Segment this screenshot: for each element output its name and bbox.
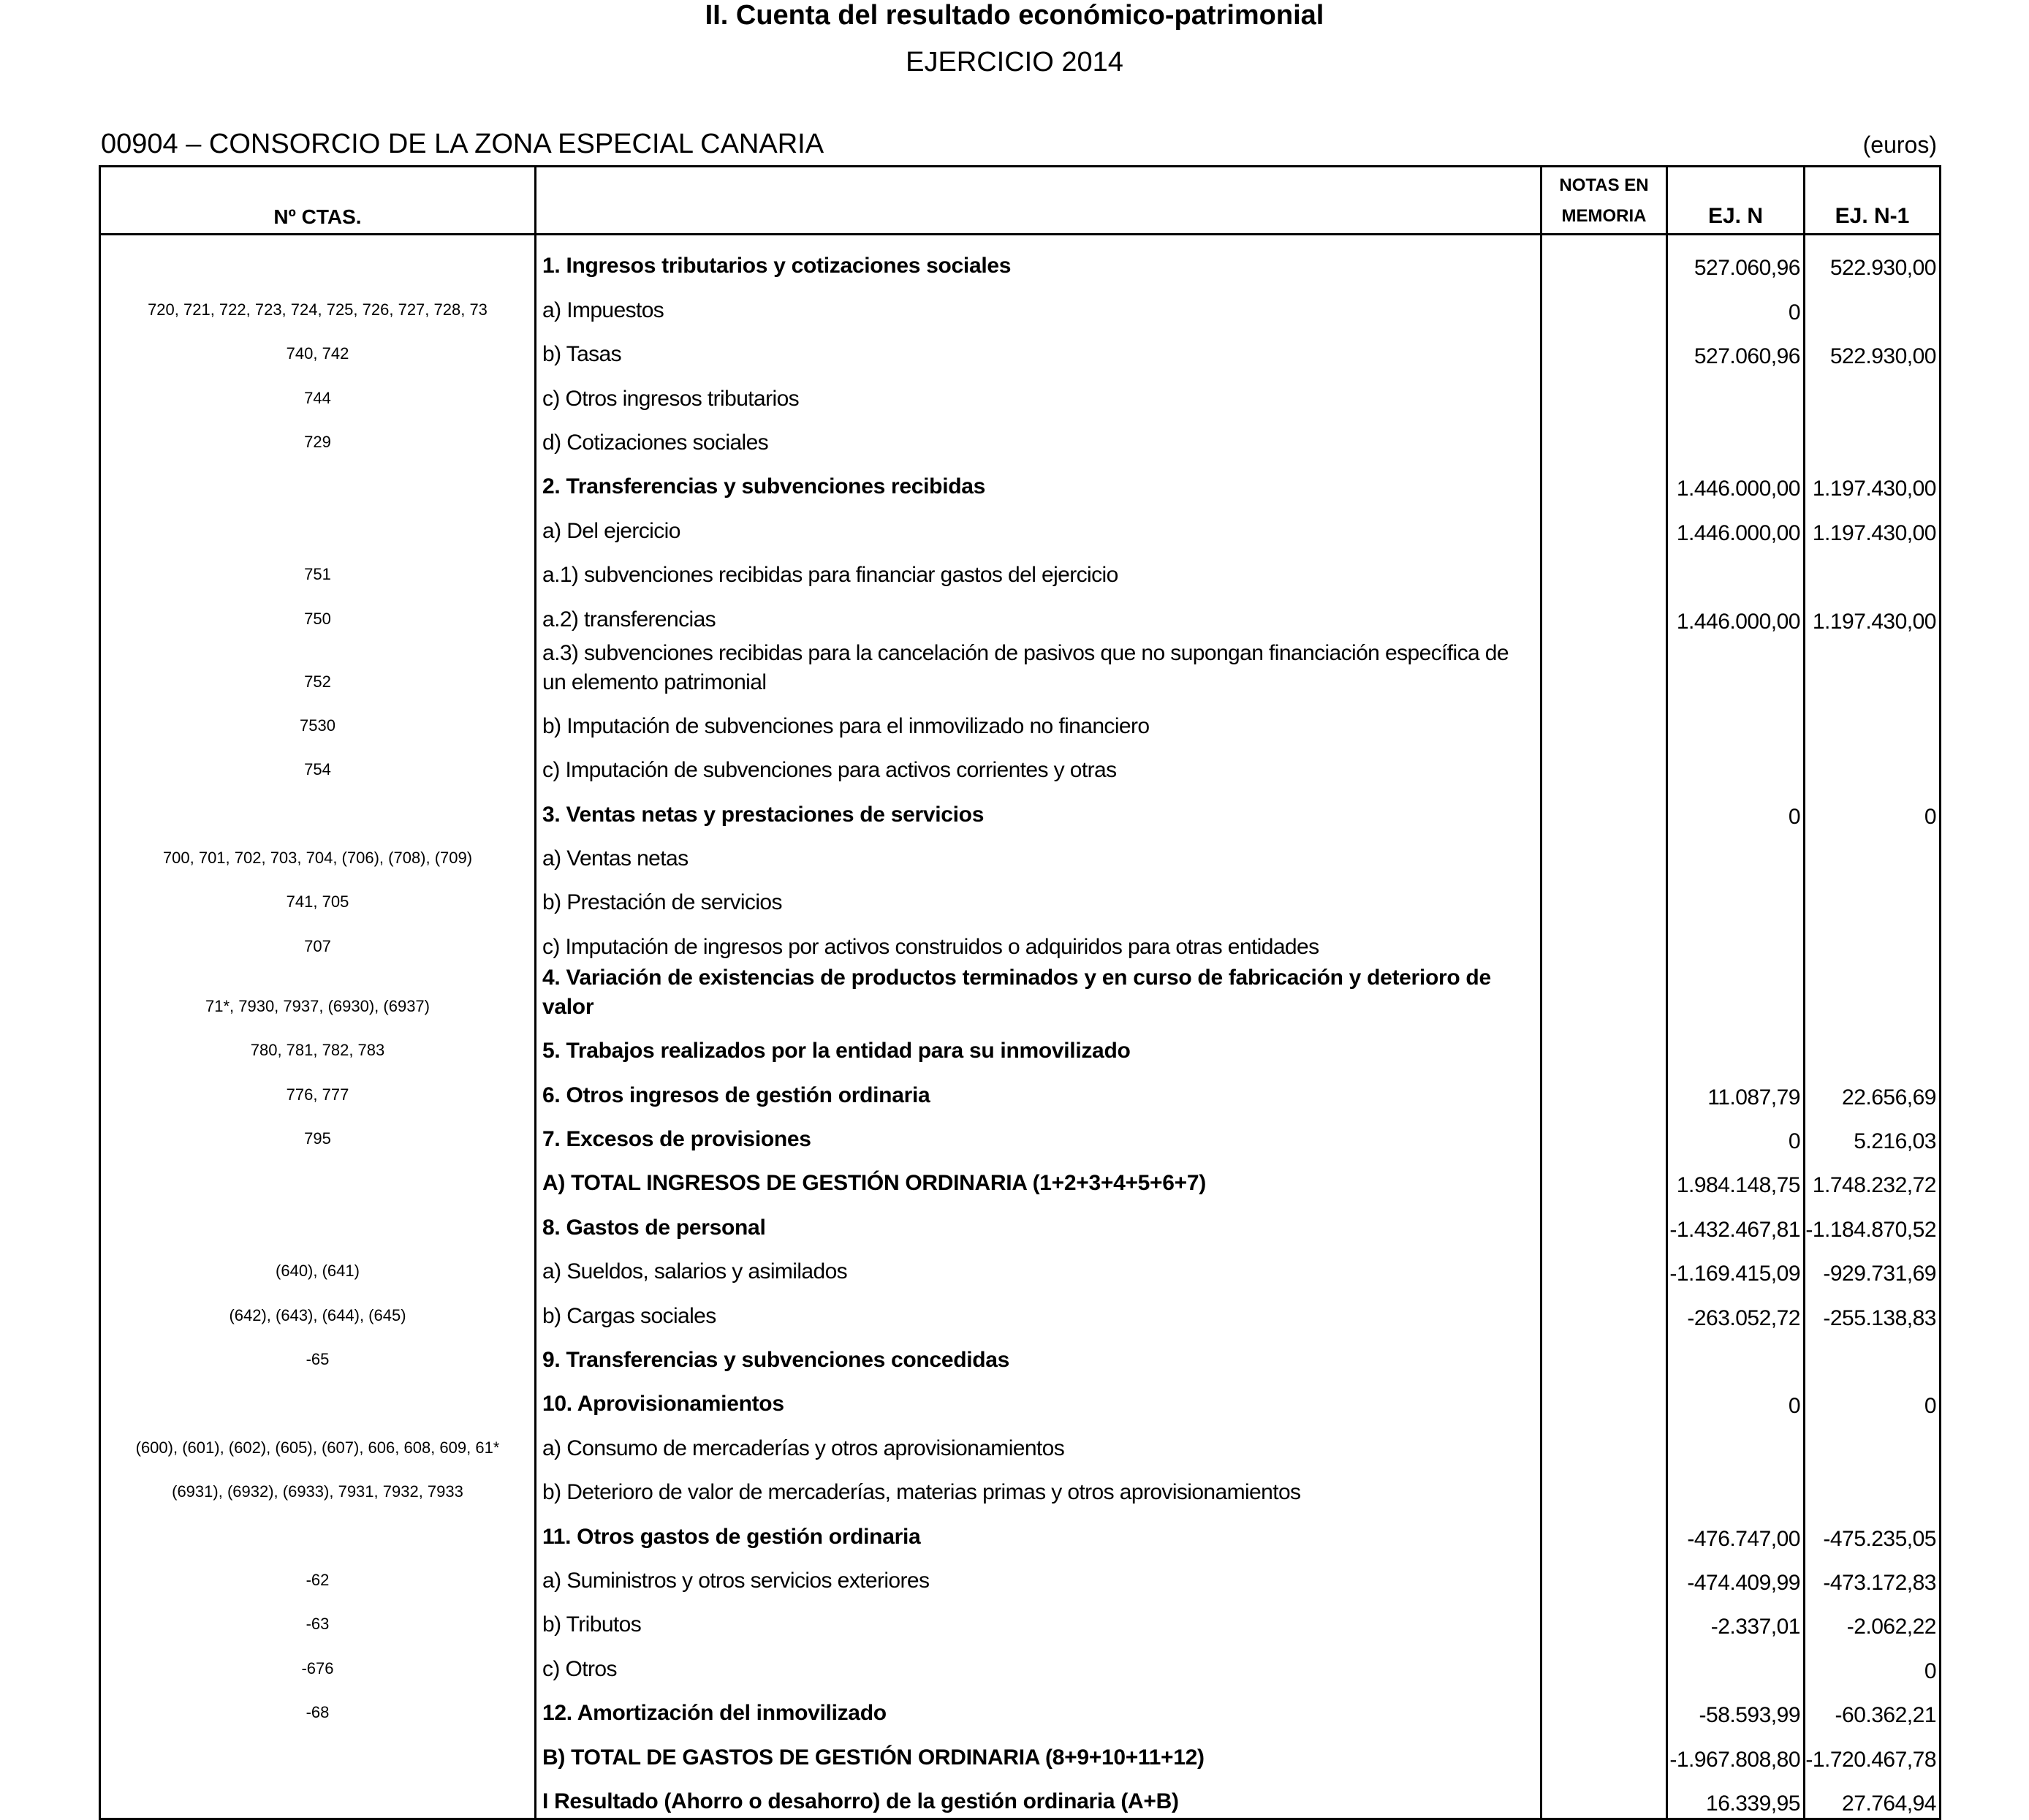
description-cell: 2. Transferencias y subvenciones recibidas bbox=[536, 459, 1541, 503]
account-codes-cell bbox=[100, 235, 536, 283]
notes-cell bbox=[1541, 235, 1667, 283]
ej-n-value-cell bbox=[1667, 371, 1805, 414]
notes-cell bbox=[1541, 1509, 1667, 1552]
ej-n-value-cell: -58.593,99 bbox=[1667, 1686, 1805, 1729]
ej-n1-value-cell bbox=[1805, 282, 1941, 326]
table-row bbox=[100, 371, 1941, 414]
ej-n-value-cell: -1.432.467,81 bbox=[1667, 1199, 1805, 1243]
account-codes-cell bbox=[100, 786, 536, 830]
table-row bbox=[100, 1244, 1941, 1288]
ej-n-value-cell: -476.747,00 bbox=[1667, 1509, 1805, 1552]
ej-n-value-cell: -1.169.415,09 bbox=[1667, 1244, 1805, 1288]
account-codes-cell bbox=[100, 1509, 536, 1552]
ej-n1-value-cell: 1.748.232,72 bbox=[1805, 1156, 1941, 1199]
ej-n-value-cell bbox=[1667, 1332, 1805, 1376]
description-cell: b) Tributos bbox=[536, 1597, 1541, 1641]
ej-n1-value-cell bbox=[1805, 963, 1941, 1023]
ej-n1-value-cell: -255.138,83 bbox=[1805, 1288, 1941, 1332]
notes-cell bbox=[1541, 1067, 1667, 1111]
description-cell: c) Imputación de subvenciones para activos corrientes y otras bbox=[536, 743, 1541, 786]
ej-n1-value-cell bbox=[1805, 636, 1941, 699]
notes-cell bbox=[1541, 831, 1667, 875]
ej-n1-value-cell: -60.362,21 bbox=[1805, 1686, 1941, 1729]
description-cell: 1. Ingresos tributarios y cotizaciones sociales bbox=[536, 235, 1541, 283]
ej-n1-value-cell bbox=[1805, 1465, 1941, 1509]
account-codes-cell: 752 bbox=[100, 636, 536, 699]
description-cell: 8. Gastos de personal bbox=[536, 1199, 1541, 1243]
description-cell: a) Del ejercicio bbox=[536, 503, 1541, 547]
account-codes-cell bbox=[100, 1774, 536, 1819]
table-row bbox=[100, 327, 1941, 371]
notes-cell bbox=[1541, 503, 1667, 547]
description-cell: d) Cotizaciones sociales bbox=[536, 415, 1541, 459]
account-codes-cell: 71*, 7930, 7937, (6930), (6937) bbox=[100, 963, 536, 1023]
table-row bbox=[100, 1641, 1941, 1685]
table-row bbox=[100, 503, 1941, 547]
ej-n-value-cell bbox=[1667, 743, 1805, 786]
ej-n-value-cell bbox=[1667, 636, 1805, 699]
ej-n1-value-cell: -2.062,22 bbox=[1805, 1597, 1941, 1641]
table-row bbox=[100, 591, 1941, 635]
description-cell: a.1) subvenciones recibidas para financiar gastos del ejercicio bbox=[536, 547, 1541, 591]
ej-n1-value-cell: 5.216,03 bbox=[1805, 1112, 1941, 1156]
description-cell: 5. Trabajos realizados por la entidad para su inmovilizado bbox=[536, 1023, 1541, 1067]
table-row bbox=[100, 786, 1941, 830]
description-cell: c) Otros ingresos tributarios bbox=[536, 371, 1541, 414]
notes-cell bbox=[1541, 1288, 1667, 1332]
ej-n1-value-cell bbox=[1805, 371, 1941, 414]
ej-n-value-cell bbox=[1667, 1641, 1805, 1685]
table-row bbox=[100, 1199, 1941, 1243]
description-cell: b) Deterioro de valor de mercaderías, materias primas y otros aprovisionamientos bbox=[536, 1465, 1541, 1509]
col-header-cuentas: Nº CTAS. bbox=[100, 167, 536, 235]
ej-n-value-cell bbox=[1667, 875, 1805, 919]
description-cell: c) Imputación de ingresos por activos construidos o adquiridos para otras entidades bbox=[536, 919, 1541, 963]
ej-n1-value-cell bbox=[1805, 415, 1941, 459]
ej-n1-value-cell: 522.930,00 bbox=[1805, 235, 1941, 283]
notes-cell bbox=[1541, 786, 1667, 830]
ej-n1-value-cell bbox=[1805, 919, 1941, 963]
account-codes-cell bbox=[100, 503, 536, 547]
table-row bbox=[100, 1288, 1941, 1332]
ej-n-value-cell bbox=[1667, 1465, 1805, 1509]
notes-cell bbox=[1541, 1729, 1667, 1773]
ej-n1-value-cell: 522.930,00 bbox=[1805, 327, 1941, 371]
account-codes-cell: 795 bbox=[100, 1112, 536, 1156]
account-codes-cell: 700, 701, 702, 703, 704, (706), (708), (709) bbox=[100, 831, 536, 875]
ej-n-value-cell: 0 bbox=[1667, 1376, 1805, 1420]
account-codes-cell bbox=[100, 1199, 536, 1243]
ej-n1-value-cell: -929.731,69 bbox=[1805, 1244, 1941, 1288]
account-codes-cell: 776, 777 bbox=[100, 1067, 536, 1111]
ej-n1-value-cell: -475.235,05 bbox=[1805, 1509, 1941, 1552]
ej-n1-value-cell: 0 bbox=[1805, 1376, 1941, 1420]
description-cell: a.3) subvenciones recibidas para la cancelación de pasivos que no supongan financiación específica de un elemento patrimonial bbox=[536, 636, 1541, 699]
account-codes-cell: -65 bbox=[100, 1332, 536, 1376]
description-cell: a) Suministros y otros servicios exteriores bbox=[536, 1553, 1541, 1597]
ej-n-value-cell: -263.052,72 bbox=[1667, 1288, 1805, 1332]
description-cell: b) Cargas sociales bbox=[536, 1288, 1541, 1332]
col-header-ej-n1: EJ. N-1 bbox=[1805, 167, 1941, 235]
description-cell: 11. Otros gastos de gestión ordinaria bbox=[536, 1509, 1541, 1552]
table-row bbox=[100, 1774, 1941, 1819]
table-row bbox=[100, 963, 1941, 1023]
notes-cell bbox=[1541, 1553, 1667, 1597]
ej-n1-value-cell: 0 bbox=[1805, 786, 1941, 830]
table-row bbox=[100, 831, 1941, 875]
ej-n-value-cell: 1.446.000,00 bbox=[1667, 459, 1805, 503]
description-cell: 4. Variación de existencias de productos terminados y en curso de fabricación y deterioro de valor bbox=[536, 963, 1541, 1023]
ej-n1-value-cell bbox=[1805, 875, 1941, 919]
account-codes-cell: -68 bbox=[100, 1686, 536, 1729]
description-cell: 9. Transferencias y subvenciones concedidas bbox=[536, 1332, 1541, 1376]
description-cell: a) Impuestos bbox=[536, 282, 1541, 326]
account-codes-cell: 744 bbox=[100, 371, 536, 414]
ej-n-value-cell: -2.337,01 bbox=[1667, 1597, 1805, 1641]
table-row bbox=[100, 875, 1941, 919]
ej-n1-value-cell: 1.197.430,00 bbox=[1805, 459, 1941, 503]
ej-n-value-cell: 1.446.000,00 bbox=[1667, 503, 1805, 547]
account-codes-cell: (642), (643), (644), (645) bbox=[100, 1288, 536, 1332]
notes-cell bbox=[1541, 1156, 1667, 1199]
account-codes-cell: 741, 705 bbox=[100, 875, 536, 919]
notes-cell bbox=[1541, 699, 1667, 743]
account-codes-cell: -62 bbox=[100, 1553, 536, 1597]
notes-cell bbox=[1541, 1199, 1667, 1243]
table-row bbox=[100, 919, 1941, 963]
table-row bbox=[100, 459, 1941, 503]
table-row bbox=[100, 415, 1941, 459]
table-row bbox=[100, 699, 1941, 743]
ej-n-value-cell bbox=[1667, 919, 1805, 963]
ej-n1-value-cell: 1.197.430,00 bbox=[1805, 503, 1941, 547]
notes-cell bbox=[1541, 415, 1667, 459]
account-codes-cell: 707 bbox=[100, 919, 536, 963]
table-row bbox=[100, 636, 1941, 699]
notes-cell bbox=[1541, 282, 1667, 326]
notes-cell bbox=[1541, 1244, 1667, 1288]
ej-n-value-cell: 0 bbox=[1667, 1112, 1805, 1156]
description-cell: 3. Ventas netas y prestaciones de servicios bbox=[536, 786, 1541, 830]
ej-n1-value-cell: 0 bbox=[1805, 1641, 1941, 1685]
ej-n-value-cell: 16.339,95 bbox=[1667, 1774, 1805, 1819]
ej-n-value-cell: 0 bbox=[1667, 786, 1805, 830]
description-cell: a) Ventas netas bbox=[536, 831, 1541, 875]
account-codes-cell: 750 bbox=[100, 591, 536, 635]
col-header-notas-line2: MEMORIA bbox=[1561, 206, 1647, 226]
ej-n1-value-cell: -1.720.467,78 bbox=[1805, 1729, 1941, 1773]
notes-cell bbox=[1541, 1420, 1667, 1464]
notes-cell bbox=[1541, 875, 1667, 919]
ej-n1-value-cell bbox=[1805, 1420, 1941, 1464]
notes-cell bbox=[1541, 371, 1667, 414]
notes-cell bbox=[1541, 1112, 1667, 1156]
col-header-notas bbox=[1541, 167, 1667, 235]
ej-n1-value-cell: 27.764,94 bbox=[1805, 1774, 1941, 1819]
description-cell: a) Consumo de mercaderías y otros aprovisionamientos bbox=[536, 1420, 1541, 1464]
notes-cell bbox=[1541, 636, 1667, 699]
table-row bbox=[100, 282, 1941, 326]
description-cell: 10. Aprovisionamientos bbox=[536, 1376, 1541, 1420]
description-cell: b) Prestación de servicios bbox=[536, 875, 1541, 919]
description-cell: I Resultado (Ahorro o desahorro) de la gestión ordinaria (A+B) bbox=[536, 1774, 1541, 1819]
table-header-row bbox=[100, 167, 1941, 235]
ej-n-value-cell: -1.967.808,80 bbox=[1667, 1729, 1805, 1773]
ej-n1-value-cell: 22.656,69 bbox=[1805, 1067, 1941, 1111]
table-row bbox=[100, 1420, 1941, 1464]
account-codes-cell: 720, 721, 722, 723, 724, 725, 726, 727, 728, 73 bbox=[100, 282, 536, 326]
notes-cell bbox=[1541, 1332, 1667, 1376]
notes-cell bbox=[1541, 591, 1667, 635]
table-row bbox=[100, 1686, 1941, 1729]
ej-n-value-cell: -474.409,99 bbox=[1667, 1553, 1805, 1597]
description-cell: b) Imputación de subvenciones para el inmovilizado no financiero bbox=[536, 699, 1541, 743]
ej-n-value-cell bbox=[1667, 1023, 1805, 1067]
ej-n-value-cell: 0 bbox=[1667, 282, 1805, 326]
ej-n-value-cell: 11.087,79 bbox=[1667, 1067, 1805, 1111]
account-codes-cell: (640), (641) bbox=[100, 1244, 536, 1288]
table-row bbox=[100, 1597, 1941, 1641]
account-codes-cell bbox=[100, 1156, 536, 1199]
report-year: EJERCICIO 2014 bbox=[906, 47, 1123, 77]
ej-n-value-cell bbox=[1667, 415, 1805, 459]
table-row bbox=[100, 1465, 1941, 1509]
table-row bbox=[100, 1553, 1941, 1597]
table-row bbox=[100, 1376, 1941, 1420]
table-body bbox=[100, 235, 1941, 1819]
notes-cell bbox=[1541, 1686, 1667, 1729]
notes-cell bbox=[1541, 1641, 1667, 1685]
account-codes-cell: -676 bbox=[100, 1641, 536, 1685]
ej-n1-value-cell bbox=[1805, 1023, 1941, 1067]
ej-n1-value-cell: -1.184.870,52 bbox=[1805, 1199, 1941, 1243]
description-cell: a) Sueldos, salarios y asimilados bbox=[536, 1244, 1541, 1288]
description-cell: 7. Excesos de provisiones bbox=[536, 1112, 1541, 1156]
col-header-description bbox=[536, 167, 1541, 235]
table-row bbox=[100, 1729, 1941, 1773]
description-cell: A) TOTAL INGRESOS DE GESTIÓN ORDINARIA (1+2+3+4+5+6+7) bbox=[536, 1156, 1541, 1199]
table-row bbox=[100, 1509, 1941, 1552]
ej-n-value-cell bbox=[1667, 831, 1805, 875]
notes-cell bbox=[1541, 459, 1667, 503]
account-codes-cell: 780, 781, 782, 783 bbox=[100, 1023, 536, 1067]
ej-n1-value-cell bbox=[1805, 743, 1941, 786]
table-row bbox=[100, 1332, 1941, 1376]
ej-n1-value-cell bbox=[1805, 1332, 1941, 1376]
account-codes-cell bbox=[100, 459, 536, 503]
ej-n1-value-cell bbox=[1805, 699, 1941, 743]
notes-cell bbox=[1541, 1465, 1667, 1509]
description-cell: b) Tasas bbox=[536, 327, 1541, 371]
account-codes-cell: -63 bbox=[100, 1597, 536, 1641]
description-cell: 12. Amortización del inmovilizado bbox=[536, 1686, 1541, 1729]
account-codes-cell: 740, 742 bbox=[100, 327, 536, 371]
notes-cell bbox=[1541, 963, 1667, 1023]
account-codes-cell bbox=[100, 1729, 536, 1773]
table-row bbox=[100, 1112, 1941, 1156]
notes-cell bbox=[1541, 547, 1667, 591]
table-row bbox=[100, 235, 1941, 283]
ej-n1-value-cell: 1.197.430,00 bbox=[1805, 591, 1941, 635]
results-table bbox=[99, 165, 1941, 1820]
ej-n-value-cell bbox=[1667, 699, 1805, 743]
notes-cell bbox=[1541, 1376, 1667, 1420]
report-title: II. Cuenta del resultado económico-patrimonial bbox=[705, 0, 1324, 31]
notes-cell bbox=[1541, 1023, 1667, 1067]
description-cell: a.2) transferencias bbox=[536, 591, 1541, 635]
ej-n-value-cell: 527.060,96 bbox=[1667, 327, 1805, 371]
ej-n-value-cell: 1.446.000,00 bbox=[1667, 591, 1805, 635]
ej-n-value-cell: 1.984.148,75 bbox=[1667, 1156, 1805, 1199]
col-header-ej-n: EJ. N bbox=[1667, 167, 1805, 235]
description-cell: B) TOTAL DE GASTOS DE GESTIÓN ORDINARIA (8+9+10+11+12) bbox=[536, 1729, 1541, 1773]
description-cell: c) Otros bbox=[536, 1641, 1541, 1685]
table-row bbox=[100, 547, 1941, 591]
ej-n-value-cell bbox=[1667, 963, 1805, 1023]
description-cell: 6. Otros ingresos de gestión ordinaria bbox=[536, 1067, 1541, 1111]
table-row bbox=[100, 1156, 1941, 1199]
notes-cell bbox=[1541, 1597, 1667, 1641]
ej-n-value-cell: 527.060,96 bbox=[1667, 235, 1805, 283]
col-header-notas-line1: NOTAS EN bbox=[1559, 175, 1649, 195]
ej-n1-value-cell: -473.172,83 bbox=[1805, 1553, 1941, 1597]
currency-units: (euros) bbox=[1862, 132, 1937, 158]
account-codes-cell: 754 bbox=[100, 743, 536, 786]
account-codes-cell: 729 bbox=[100, 415, 536, 459]
account-codes-cell: (6931), (6932), (6933), 7931, 7932, 7933 bbox=[100, 1465, 536, 1509]
notes-cell bbox=[1541, 743, 1667, 786]
table-row bbox=[100, 1067, 1941, 1111]
table-row bbox=[100, 1023, 1941, 1067]
ej-n-value-cell bbox=[1667, 1420, 1805, 1464]
account-codes-cell bbox=[100, 1376, 536, 1420]
notes-cell bbox=[1541, 1774, 1667, 1819]
account-codes-cell: 7530 bbox=[100, 699, 536, 743]
notes-cell bbox=[1541, 919, 1667, 963]
account-codes-cell: (600), (601), (602), (605), (607), 606, 608, 609, 61* bbox=[100, 1420, 536, 1464]
ej-n-value-cell bbox=[1667, 547, 1805, 591]
notes-cell bbox=[1541, 327, 1667, 371]
table-row bbox=[100, 743, 1941, 786]
entity-name: 00904 – CONSORCIO DE LA ZONA ESPECIAL CANARIA bbox=[101, 129, 824, 159]
account-codes-cell: 751 bbox=[100, 547, 536, 591]
ej-n1-value-cell bbox=[1805, 547, 1941, 591]
ej-n1-value-cell bbox=[1805, 831, 1941, 875]
